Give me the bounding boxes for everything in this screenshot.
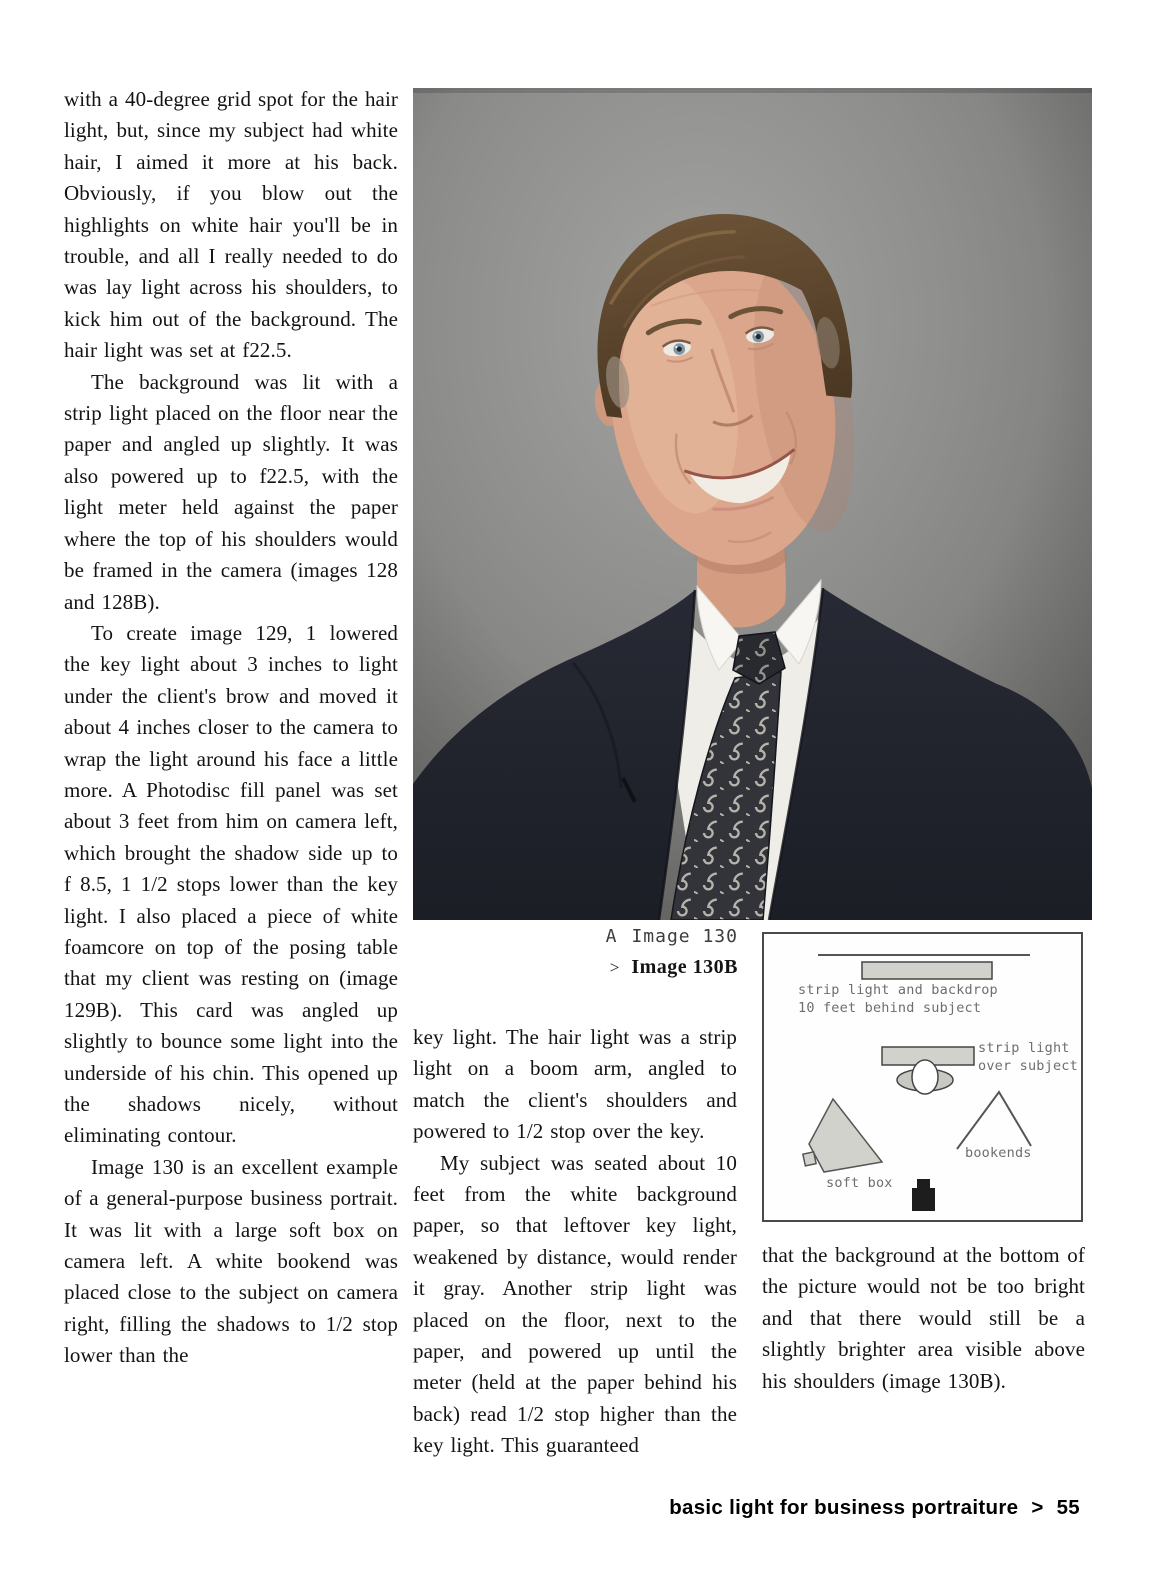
- caption-title: Image 130: [631, 926, 738, 947]
- diagram-label-text: 10 feet behind subject: [798, 999, 982, 1016]
- caption-line-image-130: [413, 926, 738, 947]
- caption-up-marker: A: [605, 926, 618, 947]
- paragraph: To create image 129, 1 lowered the key light about 3 inches to light under the client's brow and moved it about 4 inches closer to the camera to wrap the light around his face a little more. A Photodisc fill panel was set about 3 feet from him on camera left, which brought the shadow side up to f 8.5, 1 1/2 stops lower than the key light. I also placed a piece of white foamcore on top of the posing table that my client was resting on (image 129B). This card was angled up slightly to bounce some light into the underside of his chin. This opened up the shadows nicely, without eliminating contour.: [64, 620, 398, 1148]
- subject-head-shape: [912, 1060, 938, 1094]
- page-footer: [669, 1496, 1080, 1520]
- bookends-shape: [957, 1092, 1031, 1149]
- diagram-label-text: strip light and backdrop: [798, 982, 998, 998]
- paragraph: The background was lit with a strip light placed on the floor near the paper and angled up slightly. It was also powered up to f22.5, with the light meter held against the paper where the top of his shoulders would be framed in the camera (images 128 and 128B).: [64, 369, 398, 614]
- diagram-label-strip-light: [978, 1040, 1078, 1075]
- caption-title-bold: Image 130B: [631, 956, 738, 978]
- camera-body-shape: [912, 1188, 935, 1211]
- diagram-label-bookends: bookends: [965, 1145, 1032, 1161]
- lighting-diagram-art: [764, 934, 1081, 1220]
- diagram-label-backdrop: [798, 982, 998, 1017]
- right-text-column: [762, 1240, 1085, 1397]
- caption-line-image-130b: [413, 956, 738, 979]
- lighting-diagram: [762, 932, 1083, 1222]
- page-number: 55: [1056, 1496, 1080, 1519]
- caption-right-marker: >: [609, 958, 620, 977]
- paragraph: key light. The hair light was a strip light on a boom arm, angled to match the client's shoulders and powered to 1/2 stop over the key.: [413, 1025, 737, 1144]
- portrait-photo-art: [413, 88, 1092, 920]
- soft-box-head-shape: [803, 1152, 816, 1166]
- paragraph: that the background at the bottom of the picture would not be too bright and that there would still be a slightly brighter area visible above his shoulders (image 130B).: [762, 1243, 1085, 1393]
- footer-separator: >: [1031, 1496, 1044, 1519]
- strip-light-backdrop-shape: [862, 962, 992, 979]
- portrait-photo: [413, 88, 1092, 920]
- middle-text-column: [413, 1022, 737, 1462]
- diagram-label-text: strip light: [978, 1040, 1070, 1056]
- left-text-column: [64, 84, 398, 1372]
- diagram-label-soft-box: soft box: [826, 1175, 893, 1191]
- photo-caption: [413, 926, 738, 979]
- soft-box-shape: [809, 1099, 882, 1172]
- paragraph: My subject was seated about 10 feet from the white background paper, so that leftover key light, weakened by distance, would render it gray. Another strip light was placed on the floor, next to the paper, and powered up until the meter (held at the paper behind his back) read 1/2 stop higher than the key light. This guaranteed: [413, 1150, 737, 1458]
- camera-prism-shape: [917, 1179, 930, 1190]
- footer-text: basic light for business portraiture: [669, 1496, 1019, 1519]
- paragraph: Image 130 is an excellent example of a general-purpose business portrait. It was lit with a large soft box on camera left. A white bookend was placed close to the subject on camera right, filling the shadows to 1/2 stop lower than the: [64, 1154, 398, 1368]
- diagram-label-text: over subject: [978, 1057, 1078, 1074]
- paragraph: with a 40-degree grid spot for the hair light, but, since my subject had white hair, I aimed it more at his back. Obviously, if you blow out the highlights on white hair you'll be in trouble, and all I really needed to do was lay light across his shoulders, to kick him out of the background. The hair light was set at f22.5.: [64, 87, 398, 363]
